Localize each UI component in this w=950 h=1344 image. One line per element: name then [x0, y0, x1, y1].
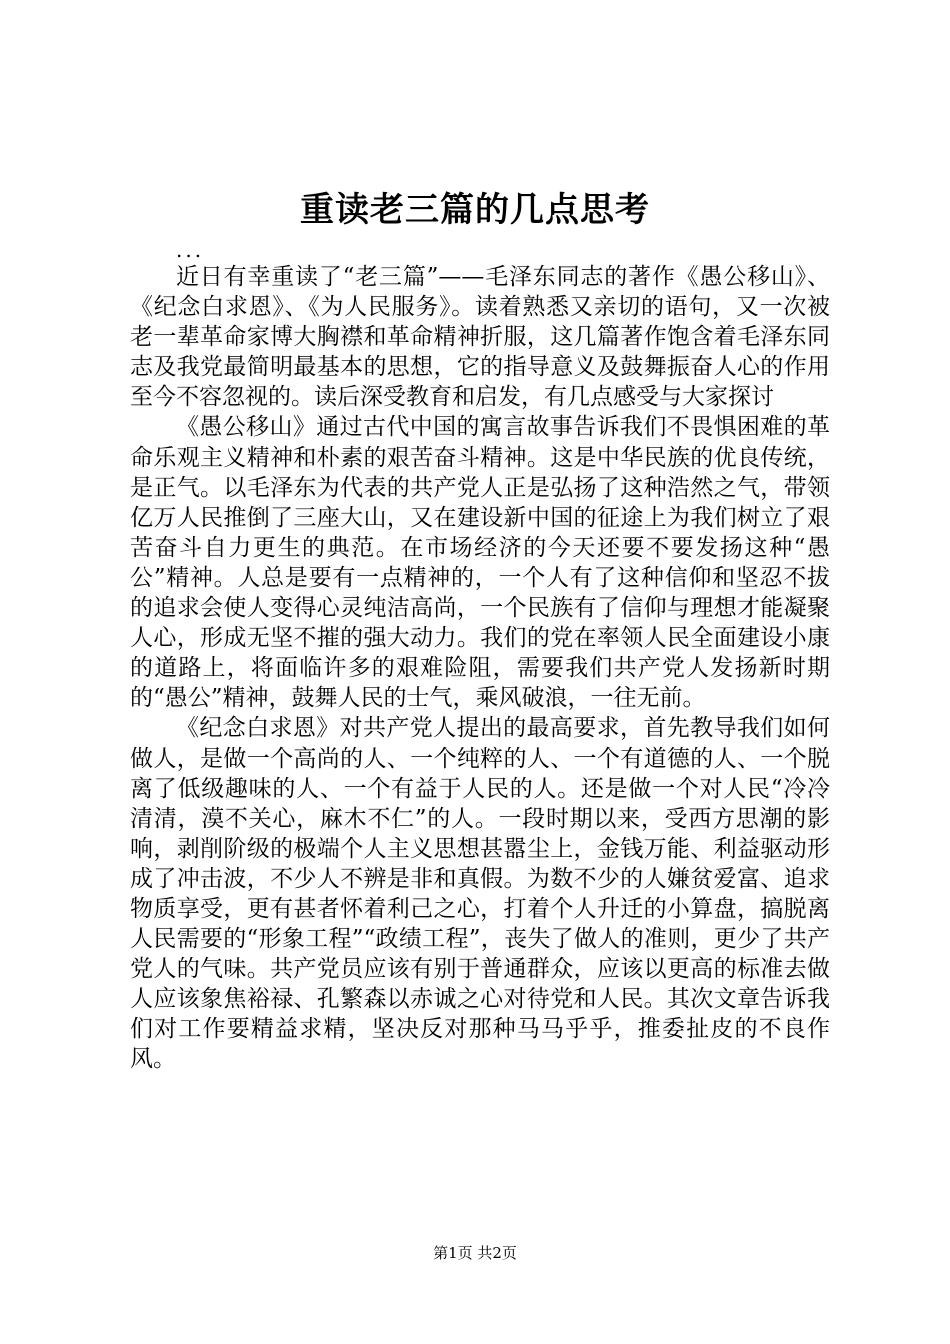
page-number-footer: 第1页 共2页	[433, 1244, 517, 1262]
document-title: 重读老三篇的几点思考	[300, 190, 650, 230]
document-body	[130, 262, 830, 1075]
paragraph-bethune: 《纪念白求恩》对共产党人提出的最高要求，首先教导我们如何做人，是做一个高尚的人、一个纯粹的人、一个有道德的人、一个脱离了低级趣味的人、一个有益于人民的人。还是做一个对人民“冷冷清清，漠不关心，麻木不仁”的人。一段时期以来，受西方思潮的影响，剥削阶级的极端个人主义思想甚嚣尘上，金钱万能、利益驱动形成了冲击波，不少人不辨是非和真假。为数不少的人嫌贫爱富、追求物质享受，更有甚者怀着利己之心，打着个人升迁的小算盘，搞脱离人民需要的“形象工程”“政绩工程”，丧失了做人的准则，更少了共产党人的气味。共产党员应该有别于普通群众，应该以更高的标准去做人应该象焦裕禄、孔繁森以赤诚之心对待党和人民。其次文章告诉我们对工作要精益求精，坚决反对那种马马乎乎，推委扯皮的不良作风。	[130, 715, 830, 1073]
paragraph-intro: 近日有幸重读了“老三篇”——毛泽东同志的著作《愚公移山》、《纪念白求恩》、《为人民服务》。读着熟悉又亲切的语句，又一次被老一辈革命家博大胸襟和革命精神折服，这几篇著作饱含着毛泽东同志及我党最简明最基本的思想，它的指导意义及鼓舞振奋人心的作用至今不容忽视的。读后深受教育和启发，有几点感受与大家探讨	[130, 264, 830, 411]
ellipsis-mark: ...	[176, 238, 205, 262]
paragraph-yugong: 《愚公移山》通过古代中国的寓言故事告诉我们不畏惧困难的革命乐观主义精神和朴素的艰苦奋斗精神。这是中华民族的优良传统，是正气。以毛泽东为代表的共产党人正是弘扬了这种浩然之气，带领亿万人民推倒了三座大山，又在建设新中国的征途上为我们树立了艰苦奋斗自力更生的典范。在市场经济的今天还要不要发扬这种“愚公”精神。人总是要有一点精神的，一个人有了这种信仰和坚忍不拔的追求会使人变得心灵纯洁高尚，一个民族有了信仰与理想才能凝聚人心，形成无坚不摧的强大动力。我们的党在率领人民全面建设小康的道路上，将面临许多的艰难险阻，需要我们共产党人发扬新时期的“愚公”精神，鼓舞人民的士气，乘风破浪，一往无前。	[130, 414, 830, 712]
